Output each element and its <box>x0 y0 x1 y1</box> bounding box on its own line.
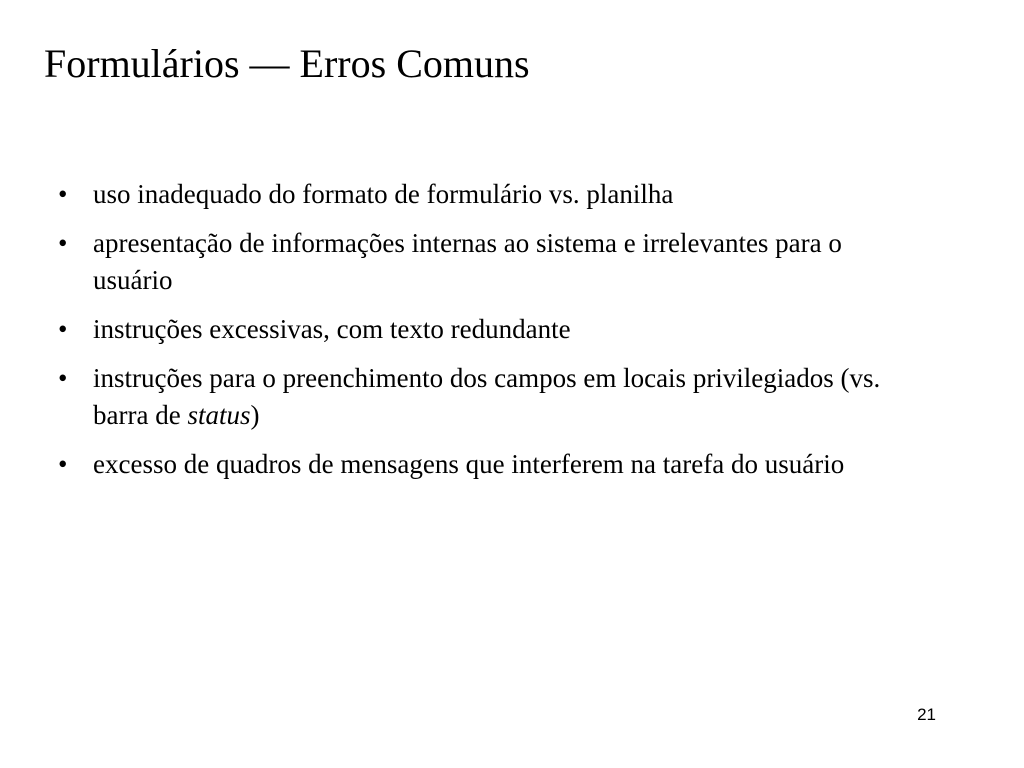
bullet-item <box>58 176 918 213</box>
bullet-item <box>58 360 918 434</box>
bullet-item <box>58 225 918 299</box>
bullet-text: excesso de quadros de mensagens que interferem na tarefa do usuário <box>93 449 845 479</box>
slide-title: Formulários — Erros Comuns <box>44 41 530 86</box>
bullet-icon: • <box>58 363 68 393</box>
bullet-text-before: instruções para o preenchimento dos campos em locais privilegiados (vs. barra de <box>93 363 881 430</box>
bullet-text: apresentação de informações internas ao sistema e irrelevantes para o usuário <box>93 228 842 295</box>
bullet-icon: • <box>58 314 68 344</box>
bullet-text: instruções excessivas, com texto redundante <box>93 314 571 344</box>
page-number: 21 <box>917 705 936 724</box>
bullet-item <box>58 311 918 348</box>
bullet-icon: • <box>58 449 68 479</box>
bullet-icon: • <box>58 228 68 258</box>
bullet-text: uso inadequado do formato de formulário vs. planilha <box>93 179 674 209</box>
bullet-text-after: ) <box>250 400 260 430</box>
bullet-item <box>58 446 918 483</box>
bullet-list <box>58 176 918 495</box>
bullet-text <box>93 363 880 430</box>
bullet-icon: • <box>58 179 68 209</box>
bullet-text-emphasis: status <box>187 400 251 430</box>
